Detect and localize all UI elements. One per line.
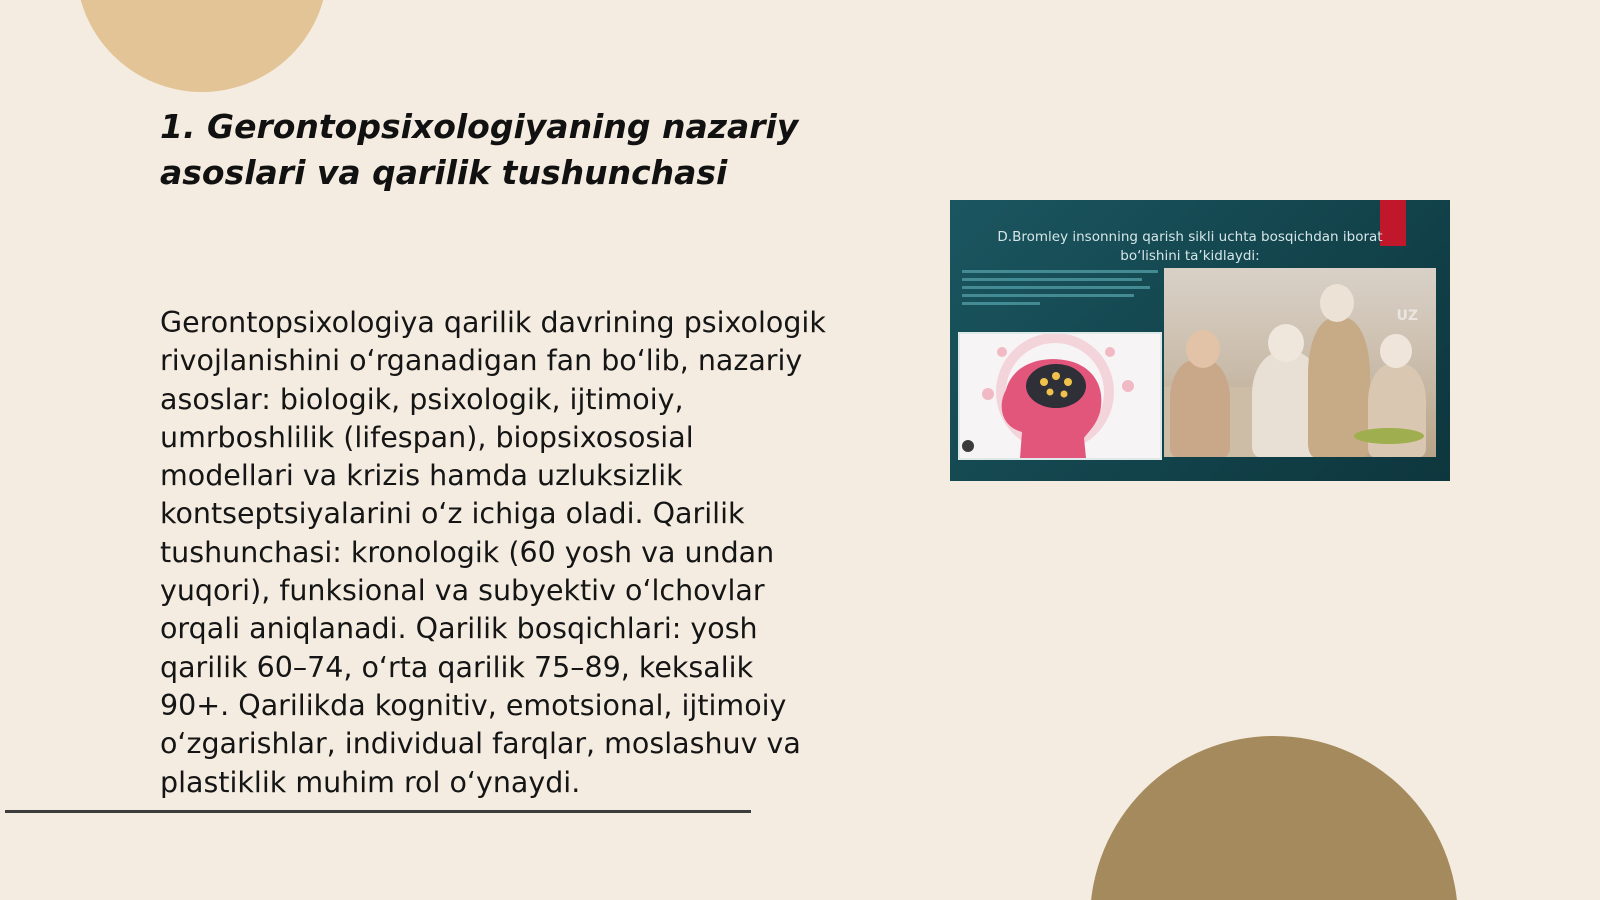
slide-body-text: Gerontopsixologiya qarilik davrining psixologik rivojlanishini o‘rganadigan fan bo‘lib, nazariy asoslar: biologik, psixologik, ijtimoiy, umrboshlilik (lifespan), biopsixososial modellari va krizis hamda uzluksizlik kontseptsiyalarini o‘z ichiga oladi. Qarilik tushunchasi: kronologik (60 yosh va undan yuqori), funksional va subyektiv o‘lchovlar orqali aniqlanadi. Qarilik bosqichlari: yosh qarilik 60–74, o‘rta qarilik 75–89, keksalik 90+. Qarilikda kognitiv, emotsional, ijtimoiy o‘zgarishlar, individual farqlar, moslashuv va plastiklik muhim rol o‘ynaydi. (160, 306, 826, 799)
brain-illustration (958, 332, 1162, 460)
embed-heading: D.Bromley insonning qarish sikli uchta bosqichdan iborat bo‘lishini ta’kidlaydi: (997, 229, 1383, 264)
embedded-slide-image (950, 200, 1450, 481)
decorative-circle-bottom (1090, 736, 1458, 900)
embed-text-lines (962, 270, 1158, 310)
divider-line (5, 810, 751, 813)
slide-title: 1. Gerontopsixologiyaning nazariy asoslari va qarilik tushunchasi (160, 107, 799, 192)
decorative-circle-top (76, 0, 328, 92)
photo-watermark: UZ (1396, 308, 1418, 324)
elderly-people-photo (1164, 268, 1436, 457)
brain-head-icon (960, 334, 1160, 458)
